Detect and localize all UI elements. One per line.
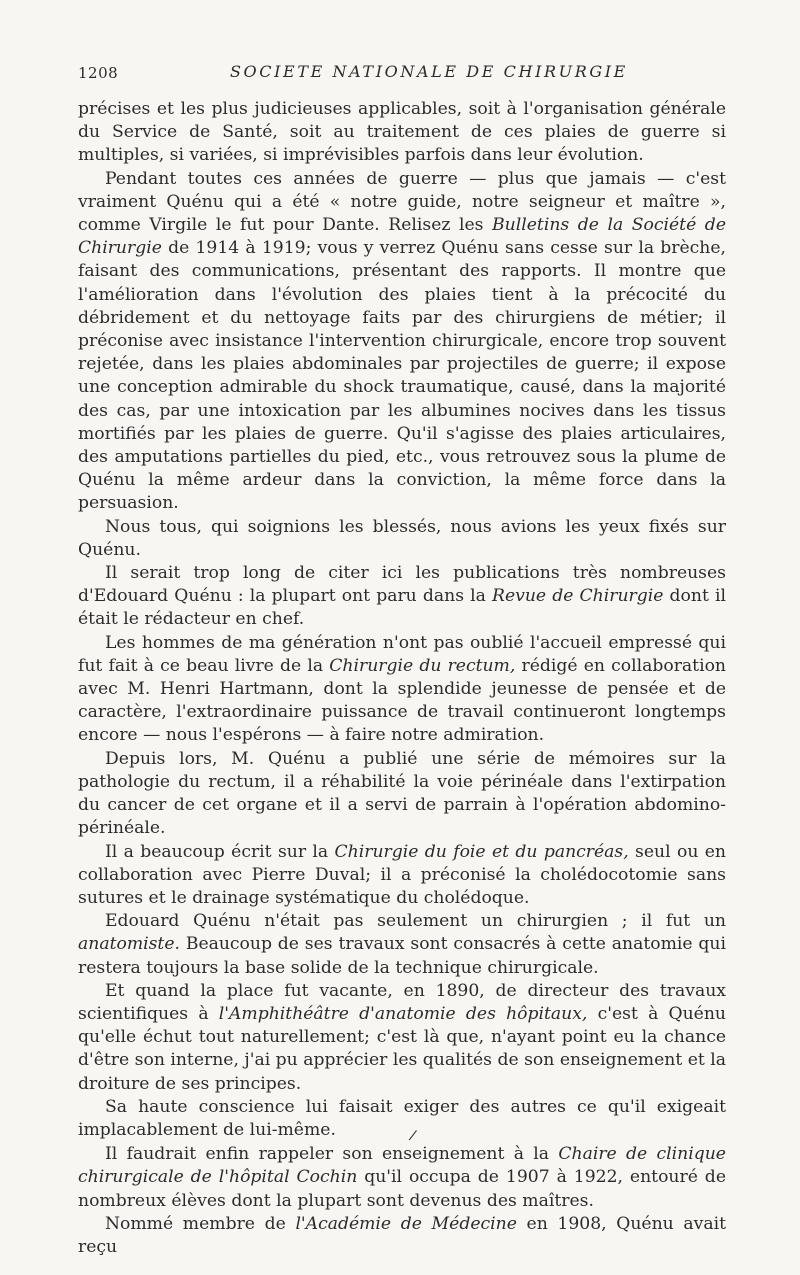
paragraph-10: Sa haute conscience lui faisait exiger des autres ce qu'il exigeait implacablement de lui-même. / bbox=[78, 1096, 726, 1143]
citation-amphitheatre: l'Amphithéâtre d'anatomie des hôpitaux, bbox=[218, 1003, 588, 1024]
paragraph-8: Edouard Quénu n'était pas seulement un chirurgien ; il fut un anatomiste. Beaucoup de ses travaux sont consacrés à cette anatomie qui restera toujours la base solide de la technique chirurgicale. bbox=[78, 911, 726, 978]
page-number: 1208 bbox=[78, 64, 119, 82]
citation-revue: Revue de Chirurgie bbox=[492, 586, 664, 607]
running-head: SOCIETE NATIONALE DE CHIRURGIE bbox=[230, 62, 628, 81]
citation-foie-pancreas: Chirurgie du foie et du pancréas, bbox=[334, 841, 629, 862]
paragraph-6: Depuis lors, M. Quénu a publié une série de mémoires sur la pathologie du rectum, il a réhabilité la voie périnéale dans l'extirpation du cancer de cet organe et il a servi de parrain à l'opération abdomino-périnéale. bbox=[78, 748, 726, 839]
paragraph-3: Nous tous, qui soignions les blessés, nous avions les yeux fixés sur Quénu. bbox=[78, 516, 726, 560]
paragraph-2: Pendant toutes ces années de guerre — plus que jamais — c'est vraiment Quénu qui a été « notre guide, notre seigneur et maître », comme Virgile le fut pour Dante. Relisez les Bulletins de la Société de Chirurgie de 1914 à 1919; vous y verrez Quénu sans cesse sur la brèche, faisant des communications, présentant des rapports. Il montre que l'amélioration dans l'évolution des plaies tient à la précocité du débridement et du nettoyage faits par des chirurgiens de métier; il préconise avec insistance l'intervention chirurgicale, encore trop souvent rejetée, dans les plaies abdominales par projectiles de guerre; il expose une conception admirable du shock traumatique, causé, dans la majorité des cas, par une intoxication par les albumines nocives dans les tissus mortifiés par les plaies de guerre. Qu'il s'agisse des plaies articulaires, des amputations partielles du pied, etc., vous retrouvez sous la plume de Quénu la même ardeur dans la conviction, la même force dans la persuasion. bbox=[78, 168, 726, 514]
paragraph-7: Il a beaucoup écrit sur la Chirurgie du foie et du pancréas, seul ou en collaboration avec Pierre Duval; il a préconisé la cholédocotomie sans sutures et le drainage systématique du cholédoque. bbox=[78, 841, 726, 908]
paragraph-1: précises et les plus judicieuses applicables, soit à l'organisation générale du Service de Santé, soit au traitement de ces plaies de guerre si multiples, si variées, si imprévisibles parfois dans leur évolution. bbox=[78, 99, 726, 166]
paragraph-11: Il faudrait enfin rappeler son enseignement à la Chaire de clinique chirurgicale de l'hôpital Cochin qu'il occupa de 1907 à 1922, entouré de nombreux élèves dont la plupart sont devenus des maîtres. bbox=[78, 1144, 726, 1211]
page-header bbox=[78, 62, 726, 86]
citation-academie: l'Académie de Médecine bbox=[295, 1213, 517, 1234]
citation-chaire-cochin: Chaire de clinique chirurgicale de l'hôpital Cochin bbox=[78, 1144, 726, 1188]
paragraph-12: Nommé membre de l'Académie de Médecine en 1908, Quénu avait reçu bbox=[78, 1213, 726, 1257]
paragraph-4: Il serait trop long de citer ici les publications très nombreuses d'Edouard Quénu : la plupart ont paru dans la Revue de Chirurgie dont il était le rédacteur en chef. bbox=[78, 563, 726, 630]
citation-chirurgie-rectum: Chirurgie du rectum, bbox=[329, 655, 516, 676]
term-anatomiste: anatomiste. bbox=[78, 934, 180, 955]
paragraph-9: Et quand la place fut vacante, en 1890, de directeur des travaux scientifiques à l'Amphithéâtre d'anatomie des hôpitaux, c'est à Quénu qu'elle échut tout naturellement; c'est là que, n'ayant point eu la chance d'être son interne, j'ai pu apprécier les qualités de son enseignement et la droiture de ses principes. bbox=[78, 980, 726, 1094]
paragraph-5: Les hommes de ma génération n'ont pas oublié l'accueil empressé qui fut fait à ce beau livre de la Chirurgie du rectum, rédigé en collaboration avec M. Henri Hartmann, dont la splendide jeunesse de pensée et de caractère, l'extraordinaire puissance de travail continueront longtemps encore — nous l'espérons — à faire notre admiration. bbox=[78, 632, 726, 746]
body-text bbox=[78, 98, 726, 1259]
pencil-mark-icon: / bbox=[407, 1127, 418, 1144]
citation-bulletins: Bulletins de la Société de Chirurgie bbox=[78, 215, 726, 259]
